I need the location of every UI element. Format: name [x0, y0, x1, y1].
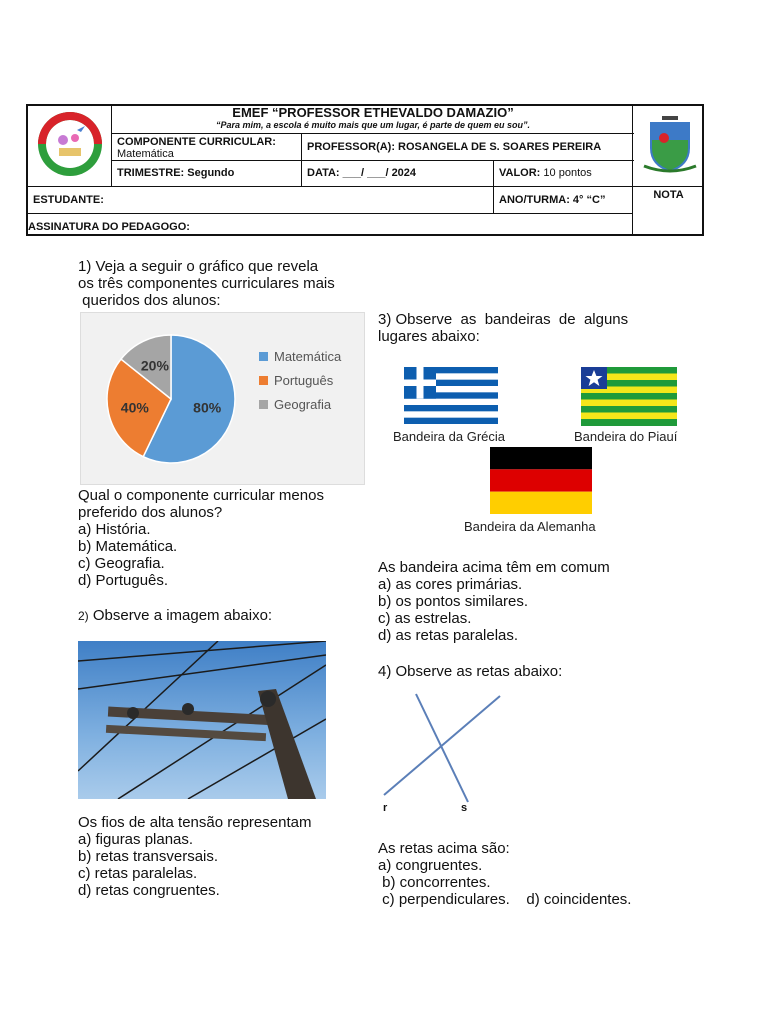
legend-label: Geografia [274, 397, 332, 412]
pie-chart-panel [80, 312, 365, 485]
q4-option: c) perpendiculares. d) coincidentes. [378, 891, 632, 908]
q2-intro-text: Observe a imagem abaixo: [88, 607, 273, 624]
component-cell [112, 134, 302, 161]
line-s-label: s [461, 802, 468, 814]
q1-intro-line: 1) Veja a seguir o gráfico que revela [78, 258, 319, 275]
component-value: Matemática [117, 148, 174, 160]
school-logo-cell [28, 106, 112, 186]
germany-flag-icon [490, 447, 592, 514]
legend-label: Matemática [274, 349, 342, 364]
legend-item [259, 397, 341, 412]
q2-option: b) retas transversais. [78, 848, 219, 865]
greece-flag-label: Bandeira da Grécia [393, 429, 506, 444]
q3-intro-line: lugares abaixo: [378, 328, 480, 345]
q1-intro-line: queridos dos alunos: [78, 292, 221, 309]
q4-option: a) congruentes. [378, 857, 483, 874]
q2-option: d) retas congruentes. [78, 882, 220, 899]
component-label: COMPONENTE CURRICULAR: [117, 136, 276, 148]
pie-data-label: 80% [193, 399, 222, 416]
q3-option: d) as retas paralelas. [378, 627, 519, 644]
city-logo-cell [632, 106, 704, 186]
q1-question-line: Qual o componente curricular menos [78, 487, 324, 504]
germany-flag-label: Bandeira da Alemanha [464, 519, 596, 534]
q3-option: a) as cores primárias. [378, 576, 523, 593]
school-title-cell [112, 106, 634, 134]
line-r-label: r [383, 802, 388, 814]
q3-question: As bandeira acima têm em comum [378, 559, 610, 576]
school-motto: “Para mim, a escola é muito mais que um lugar, é parte de quem eu sou”. [215, 120, 531, 130]
power-lines-photo [78, 641, 326, 799]
piaui-flag [581, 367, 677, 426]
legend-item [259, 349, 341, 364]
chart-legend [259, 349, 341, 412]
pie-data-label: 20% [140, 357, 169, 374]
grade-cell: NOTA [632, 186, 704, 236]
q2-question: Os fios de alta tensão representam [78, 814, 312, 831]
q3-option: c) as estrelas. [378, 610, 472, 627]
q3-option: b) os pontos similares. [378, 593, 529, 610]
q4-option: b) concorrentes. [378, 874, 491, 891]
q3-intro-line: 3) Observe as bandeiras de alguns [378, 311, 629, 328]
student-cell: ESTUDANTE: [28, 186, 494, 213]
q4-question: As retas acima são: [378, 840, 510, 857]
q2-question-block [78, 814, 368, 899]
school-logo-icon [33, 108, 107, 180]
class-cell: ANO/TURMA: 4° “C” [494, 186, 634, 213]
q4-question-block [378, 840, 698, 908]
city-crest-icon [640, 112, 700, 176]
legend-label: Português [274, 373, 334, 388]
intersecting-lines-figure [378, 690, 508, 820]
signature-cell: ASSINATURA DO PEDAGOGO: [28, 213, 632, 236]
q4-intro: 4) Observe as retas abaixo: [378, 663, 563, 680]
legend-swatch [259, 352, 268, 361]
legend-swatch [259, 400, 268, 409]
q1-intro-line: os três componentes curriculares mais [78, 275, 335, 292]
legend-item [259, 373, 341, 388]
q1-intro [78, 258, 368, 309]
q1-option: a) História. [78, 521, 151, 538]
q2-number: 2) [78, 609, 89, 623]
piaui-flag-icon [581, 367, 677, 426]
header-table [26, 104, 704, 236]
germany-flag [490, 447, 592, 514]
value-text: 10 pontos [543, 167, 592, 179]
q2-intro [78, 607, 368, 625]
q3-intro [378, 311, 678, 345]
q2-option: c) retas paralelas. [78, 865, 198, 882]
intersecting-lines-icon [378, 690, 508, 820]
pie-data-label: 40% [120, 399, 149, 416]
q3-question-block [378, 559, 678, 644]
date-cell: DATA: ___/ ___/ 2024 [302, 161, 494, 186]
school-name: EMEF “PROFESSOR ETHEVALDO DAMAZIO” [232, 105, 514, 120]
legend-swatch [259, 376, 268, 385]
value-cell [494, 161, 634, 186]
pie-chart [81, 313, 251, 484]
power-pole-icon [78, 641, 326, 799]
value-label: VALOR: [499, 167, 541, 179]
trimester-cell: TRIMESTRE: Segundo [112, 161, 302, 186]
greece-flag-icon [404, 367, 498, 424]
q1-option: b) Matemática. [78, 538, 178, 555]
q1-question-block [78, 487, 368, 589]
q2-option: a) figuras planas. [78, 831, 194, 848]
q1-option: d) Português. [78, 572, 169, 589]
teacher-cell: PROFESSOR(A): ROSANGELA DE S. SOARES PEREIRA [302, 134, 634, 161]
greece-flag [404, 367, 498, 424]
q1-question-line: preferido dos alunos? [78, 504, 223, 521]
piaui-flag-label: Bandeira do Piauí [574, 429, 678, 444]
q1-option: c) Geografia. [78, 555, 165, 572]
